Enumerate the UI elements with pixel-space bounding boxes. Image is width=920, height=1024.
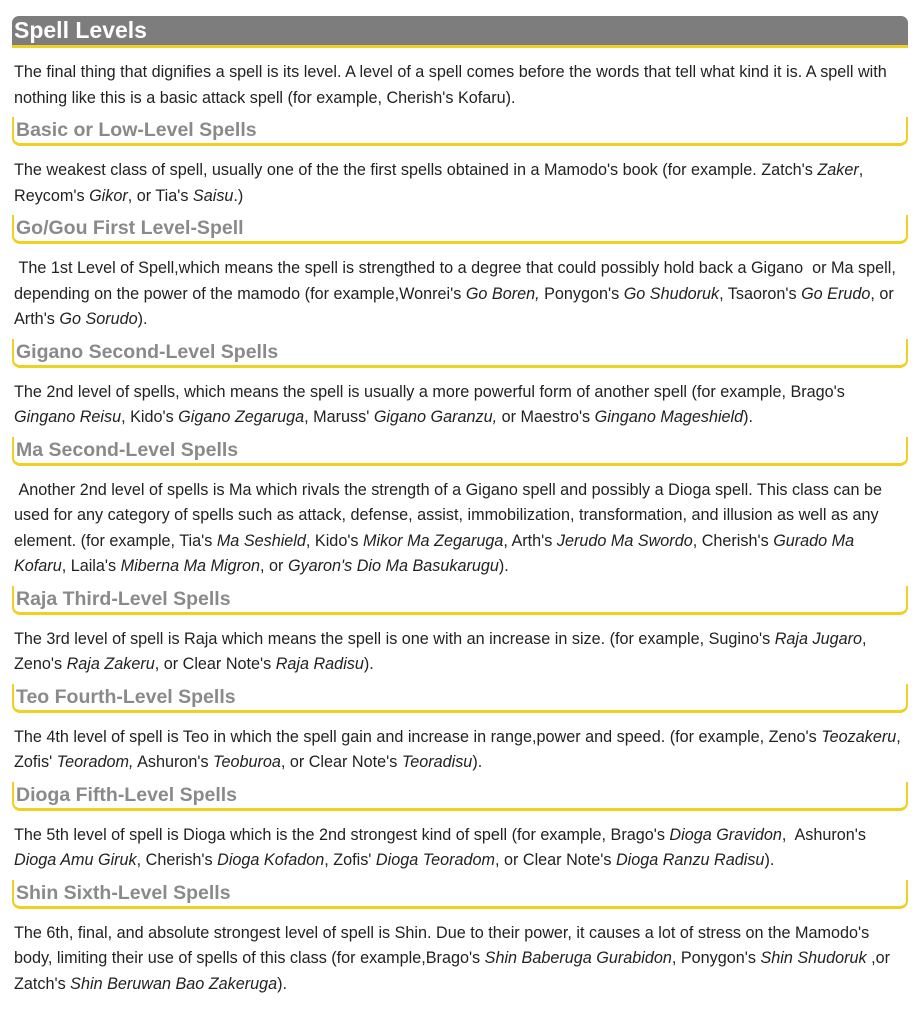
section-paragraph [12,380,908,431]
text-run: ). [472,753,483,771]
section-paragraph [12,823,908,874]
spell-name: Gingano Reisu [14,408,122,426]
text-run: The weakest class of spell, usually one of the the first spells obtained in a Mamodo's book (for example. Zatch's [14,161,818,179]
text-run: ). [363,655,374,673]
page-title: Spell Levels [12,16,908,48]
section-heading: Basic or Low-Level Spells [12,117,908,146]
spell-name: Raja Radisu [275,655,364,673]
text-run: , Cherish's [136,851,218,869]
text-run: The 3rd level of spell is Raja which means the spell is one with an increase in size. (for example, Sugino's [14,629,775,648]
section-heading: Go/Gou First Level-Spell [12,215,908,244]
text-run: , Cherish's [692,531,774,550]
section-heading: Gigano Second-Level Spells [12,339,908,368]
text-run: , Reycom's [14,161,868,205]
spell-name: Gigano Zegaruga [178,408,305,426]
spell-name: Teoradisu [401,753,473,771]
text-run: ). [743,408,754,426]
spell-name: Raja Zakeru [66,655,155,673]
section-paragraph [12,478,908,580]
section-paragraph [12,158,908,209]
text-run: .) [233,186,244,205]
text-run: ). [764,851,775,869]
text-run: , Maruss' [304,408,374,426]
section-heading: Teo Fourth-Level Spells [12,684,908,713]
text-run: , Ashuron's [781,825,871,844]
text-run: , Tsaoron's [719,284,802,303]
spell-name: Go Boren, [465,284,540,303]
intro-paragraph [12,60,908,111]
text-run: , or [260,557,288,575]
text-run: , or Arth's [14,284,898,328]
spell-name: Go Sorudo [59,310,138,328]
spell-name: Teoradom, [56,753,134,771]
spell-name: Zaker [817,161,859,179]
spell-name: Shin Shudoruk [760,949,867,967]
spell-name: Gigano Garanzu, [373,408,498,426]
spell-name: Mikor Ma Zegaruga [363,531,504,550]
text-run: , Arth's [503,531,557,550]
text-run: ). [137,310,148,328]
text-run: The 6th, final, and absolute strongest level of spell is Shin. Due to their power, it causes a lot of stress on the Mamodo's body, limiting their use of spells of this class (for example,Brago's [14,923,874,967]
section-paragraph [12,725,908,776]
spell-name: Teozakeru [821,727,897,746]
text-run: The 2nd level of spells, which means the spell is usually a more powerful form of another spell (for example, Brago's [14,382,850,401]
spell-name: Gurado Ma Kofaru [14,531,859,575]
spell-name: Dioga Kofadon [217,851,325,869]
section-paragraph [12,256,908,333]
text-run: , Zeno's [14,629,871,673]
text-run: Ashuron's [133,753,214,771]
spell-name: Raja Jugaro [774,629,862,648]
text-run: , Ponygon's [671,949,761,967]
text-run: Another 2nd level of spells is Ma which rivals the strength of a Gigano spell and possibly a Dioga spell. This class can be used for any category of spells such as attack, defense, assist, immobilization, transformation, and illusion as well as any element. (for example, Tia's [14,480,887,550]
text-run: , or Clear Note's [154,655,276,673]
text-run: The 4th level of spell is Teo in which the spell gain and increase in range,power and speed. (for example, Zeno's [14,727,822,746]
spell-name: Jerudo Ma Swordo [556,531,693,550]
spell-name: Gingano Mageshield [594,408,744,426]
section-paragraph [12,921,908,998]
text-run: Ponygon's [539,284,624,303]
section-heading: Raja Third-Level Spells [12,586,908,615]
spell-name: Dioga Amu Giruk [14,851,137,869]
text-run: , Kido's [121,408,179,426]
text-run: The 5th level of spell is Dioga which is the 2nd strongest kind of spell (for example, Brago's [14,825,670,844]
spell-name: Dioga Gravidon [669,825,782,844]
spell-name: Dioga Ranzu Radisu [615,851,765,869]
spell-name: Gikor [89,186,128,205]
text-run: ). [277,974,288,993]
sections-container [12,117,908,997]
section-heading: Shin Sixth-Level Spells [12,880,908,909]
spell-name: Shin Beruwan Bao Zakeruga [70,974,278,993]
text-run: The final thing that dignifies a spell is its level. A level of a spell comes before the words that tell what kind it is. A spell with nothing like this is a basic attack spell (for example, Cherish's Kofaru). [14,63,892,107]
spell-name: Dioga Teoradom [375,851,495,869]
text-run: ,or Zatch's [14,949,895,993]
text-run: , Laila's [61,557,121,575]
text-run: , or Clear Note's [495,851,616,869]
text-run: , Kido's [305,531,363,550]
text-run: , or Tia's [127,186,193,205]
text-run: , Zofis' [14,727,906,771]
text-run: ). [498,557,509,575]
spell-name: Go Erudo [801,284,871,303]
spell-name: Saisu [192,186,234,205]
spell-name: Ma Seshield [216,531,306,550]
spell-name: Teoburoa [213,753,281,771]
spell-name: Go Shudoruk [623,284,720,303]
section-paragraph [12,627,908,678]
text-run: , or Clear Note's [280,753,402,771]
text-run: The 1st Level of Spell,which means the spell is strengthed to a degree that could possibly hold back a Gigano or Ma spell, depending on the power of the mamodo (for example,Wonrei's [14,259,901,303]
text-run: , Zofis' [324,851,376,869]
spell-name: Gyaron's Dio Ma Basukarugu [287,557,499,575]
section-heading: Dioga Fifth-Level Spells [12,782,908,811]
spell-name: Miberna Ma Migron [120,557,261,575]
section-heading: Ma Second-Level Spells [12,437,908,466]
spell-name: Shin Baberuga Gurabidon [484,949,672,967]
text-run: or Maestro's [497,408,595,426]
